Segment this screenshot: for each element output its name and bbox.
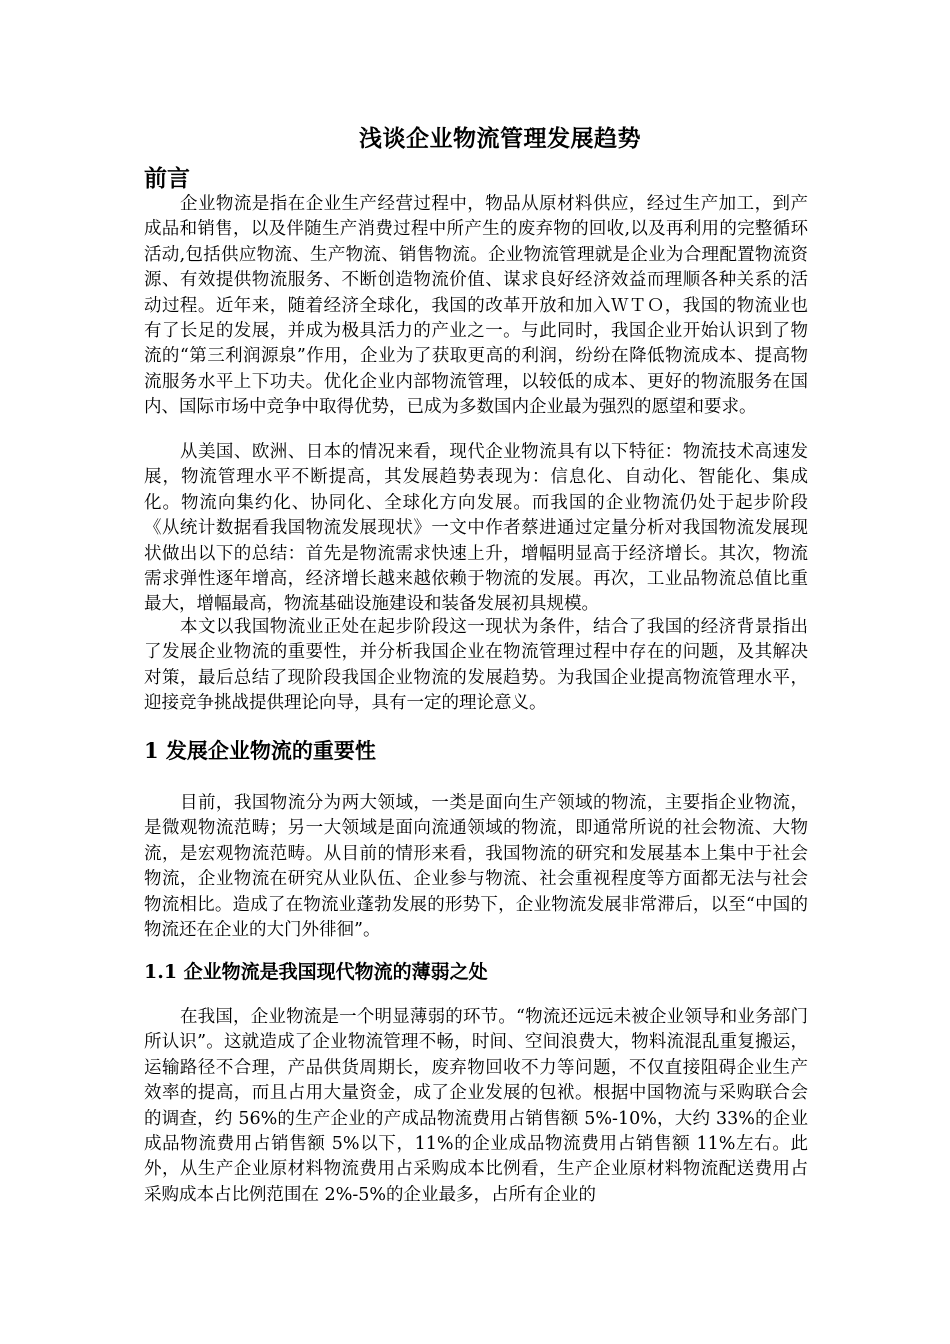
document-title: 浅谈企业物流管理发展趋势 (359, 125, 641, 152)
section-1-1-paragraph: 在我国，企业物流是一个明显薄弱的环节。“物流还远远未被企业领导和业务部门所认识”。这就造成了企业物流管理不畅，时间、空间浪费大，物料流混乱重复搬运，运输路径不合理，产品供货周期长，废弃物回收不力等问题，不仅直接阻碍企业生产效率的提高，而且占用大量资金，成了企业发展的包袱。根据中国物流与采购联合会的调查，约 56%的生产企业的产成品物流费用占销售额 5%-10%，大约 33%的企业成品物流费用占销售额 5%以下，11%的企业成品物流费用占销售额 11%左右。此外，从生产企业原材料物流费用占采购成本比例看，生产企业原材料物流配送费用占采购成本占比例范围在 2%-5%的企业最多，占所有企业的 (144, 1007, 808, 1205)
section-1-heading: 1 发展企业物流的重要性 (144, 738, 376, 763)
preface-paragraph-3: 本文以我国物流业正处在起步阶段这一现状为条件，结合了我国的经济背景指出了发展企业物流的重要性，并分析我国企业在物流管理过程中存在的问题，及其解决对策，最后总结了现阶段我国企业物流的发展趋势。为我国企业提高物流管理水平，迎接竞争挑战提供理论向导，具有一定的理论意义。 (144, 617, 808, 714)
section-1-1-heading: 1.1 企业物流是我国现代物流的薄弱之处 (144, 961, 488, 983)
section-1-paragraph: 目前，我国物流分为两大领域，一类是面向生产领域的物流，主要指企业物流，是微观物流范畴；另一大领域是面向流通领域的物流，即通常所说的社会物流、大物流，是宏观物流范畴。从目前的情形来看，我国物流的研究和发展基本上集中于社会物流，企业物流在研究从业队伍、企业参与物流、社会重视程度等方面都无法与社会物流相比。造成了在物流业蓬勃发展的形势下，企业物流发展非常滞后，以至“中国的物流还在企业的大门外徘徊”。 (144, 793, 808, 941)
preface-paragraph-1: 企业物流是指在企业生产经营过程中，物品从原材料供应，经过生产加工，到产成品和销售，以及伴随生产消费过程中所产生的废弃物的回收,以及再利用的完整循环活动,包括供应物流、生产物流、销售物流。企业物流管理就是企业为合理配置物流资源、有效提供物流服务、不断创造物流价值、谋求良好经济效益而理顺各种关系的活动过程。近年来，随着经济全球化，我国的改革开放和加入ＷＴＯ，我国的物流业也有了长足的发展，并成为极具活力的产业之一。与此同时，我国企业开始认识到了物流的“第三利润源泉”作用，企业为了获取更高的利润，纷纷在降低物流成本、提高物流服务水平上下功夫。优化企业内部物流管理，以较低的成本、更好的物流服务在国内、国际市场中竞争中取得优势，已成为多数国内企业最为强烈的愿望和要求。 (144, 194, 808, 418)
preface-paragraph-2: 从美国、欧洲、日本的情况来看，现代企业物流具有以下特征：物流技术高速发展，物流管理水平不断提高，其发展趋势表现为：信息化、自动化、智能化、集成化。物流向集约化、协同化、全球化方向发展。而我国的企业物流仍处于起步阶段《从统计数据看我国物流发展现状》一文中作者蔡进通过定量分析对我国物流发展现状做出以下的总结：首先是物流需求快速上升，增幅明显高于经济增长。其次，物流需求弹性逐年增高，经济增长越来越依赖于物流的发展。再次，工业品物流总值比重最大，增幅最高，物流基础设施建设和装备发展初具规模。 (144, 442, 808, 615)
preface-heading: 前言 (144, 165, 190, 192)
